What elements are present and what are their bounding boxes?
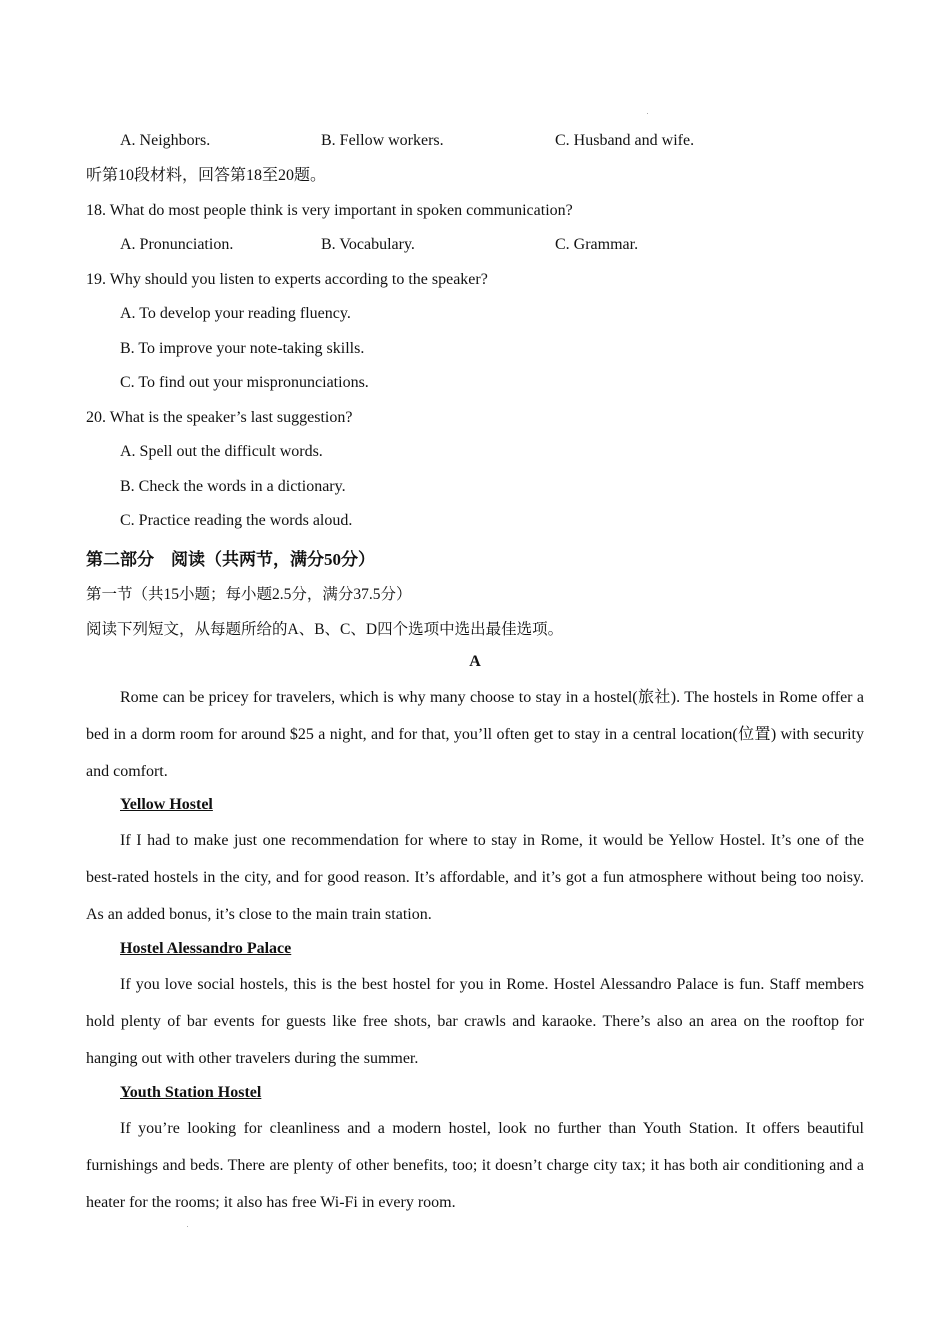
part2-section1: 第一节（共15小题；每小题2.5分，满分37.5分）	[86, 586, 412, 603]
hostel-text-youth-station: If you’re looking for cleanliness and a modern hostel, look no further than Youth Station. It offers beautiful furnishings and beds. There are plenty of other benefits, too; it doesn’t charge city tax; it has both air conditioning and a heater for the rooms; it also has free Wi-Fi in every room.	[86, 1120, 864, 1211]
part2-instruction: 阅读下列短文，从每题所给的A、B、C、D四个选项中选出最佳选项。	[86, 621, 564, 638]
q20-option-b: B. Check the words in a dictionary.	[120, 478, 346, 495]
part2-title: 第二部分 阅读（共两节，满分50分）	[86, 550, 375, 569]
q20-option-a: A. Spell out the difficult words.	[120, 443, 323, 460]
q20-option-c: C. Practice reading the words aloud.	[120, 512, 353, 529]
passage-label: A	[469, 653, 481, 670]
q19-question: 19. Why should you listen to experts according to the speaker?	[86, 271, 488, 288]
q19-option-b: B. To improve your note-taking skills.	[120, 340, 365, 357]
hostel-name-youth-station: Youth Station Hostel	[120, 1084, 262, 1101]
hostel-name-alessandro: Hostel Alessandro Palace	[120, 940, 292, 957]
q18-option-c: C. Grammar.	[555, 236, 639, 253]
scan-dot	[647, 113, 648, 114]
q18-question: 18. What do most people think is very important in spoken communication?	[86, 202, 573, 219]
q17-option-a: A. Neighbors.	[120, 132, 211, 149]
hostel-text-yellow: If I had to make just one recommendation for where to stay in Rome, it would be Yellow Hostel. It’s one of the best-rated hostels in the city, and for good reason. It’s affordable, and it’s got a fun atmosphere without being too noisy. As an added bonus, it’s close to the main train station.	[86, 832, 864, 923]
q20-question: 20. What is the speaker’s last suggestion?	[86, 409, 353, 426]
scan-dot-bottom	[187, 1226, 188, 1227]
q18-option-a: A. Pronunciation.	[120, 236, 234, 253]
section10-instruction: 听第10段材料，回答第18至20题。	[86, 167, 327, 184]
q17-option-b: B. Fellow workers.	[321, 132, 444, 149]
q19-option-a: A. To develop your reading fluency.	[120, 305, 351, 322]
hostel-name-yellow: Yellow Hostel	[120, 796, 213, 813]
q18-option-b: B. Vocabulary.	[321, 236, 415, 253]
hostel-text-alessandro: If you love social hostels, this is the best hostel for you in Rome. Hostel Alessandro Palace is fun. Staff members hold plenty of bar events for guests like free shots, bar crawls and karaoke. There’s also an area on the rooftop for hanging out with other travelers during the summer.	[86, 976, 864, 1067]
passage-intro: Rome can be pricey for travelers, which is why many choose to stay in a hostel(旅社). The hostels in Rome offer a bed in a dorm room for around $25 a night, and for that, you’ll often get to stay in a central location(位置) with security and comfort.	[86, 689, 864, 780]
q19-option-c: C. To find out your mispronunciations.	[120, 374, 369, 391]
q17-option-c: C. Husband and wife.	[555, 132, 695, 149]
